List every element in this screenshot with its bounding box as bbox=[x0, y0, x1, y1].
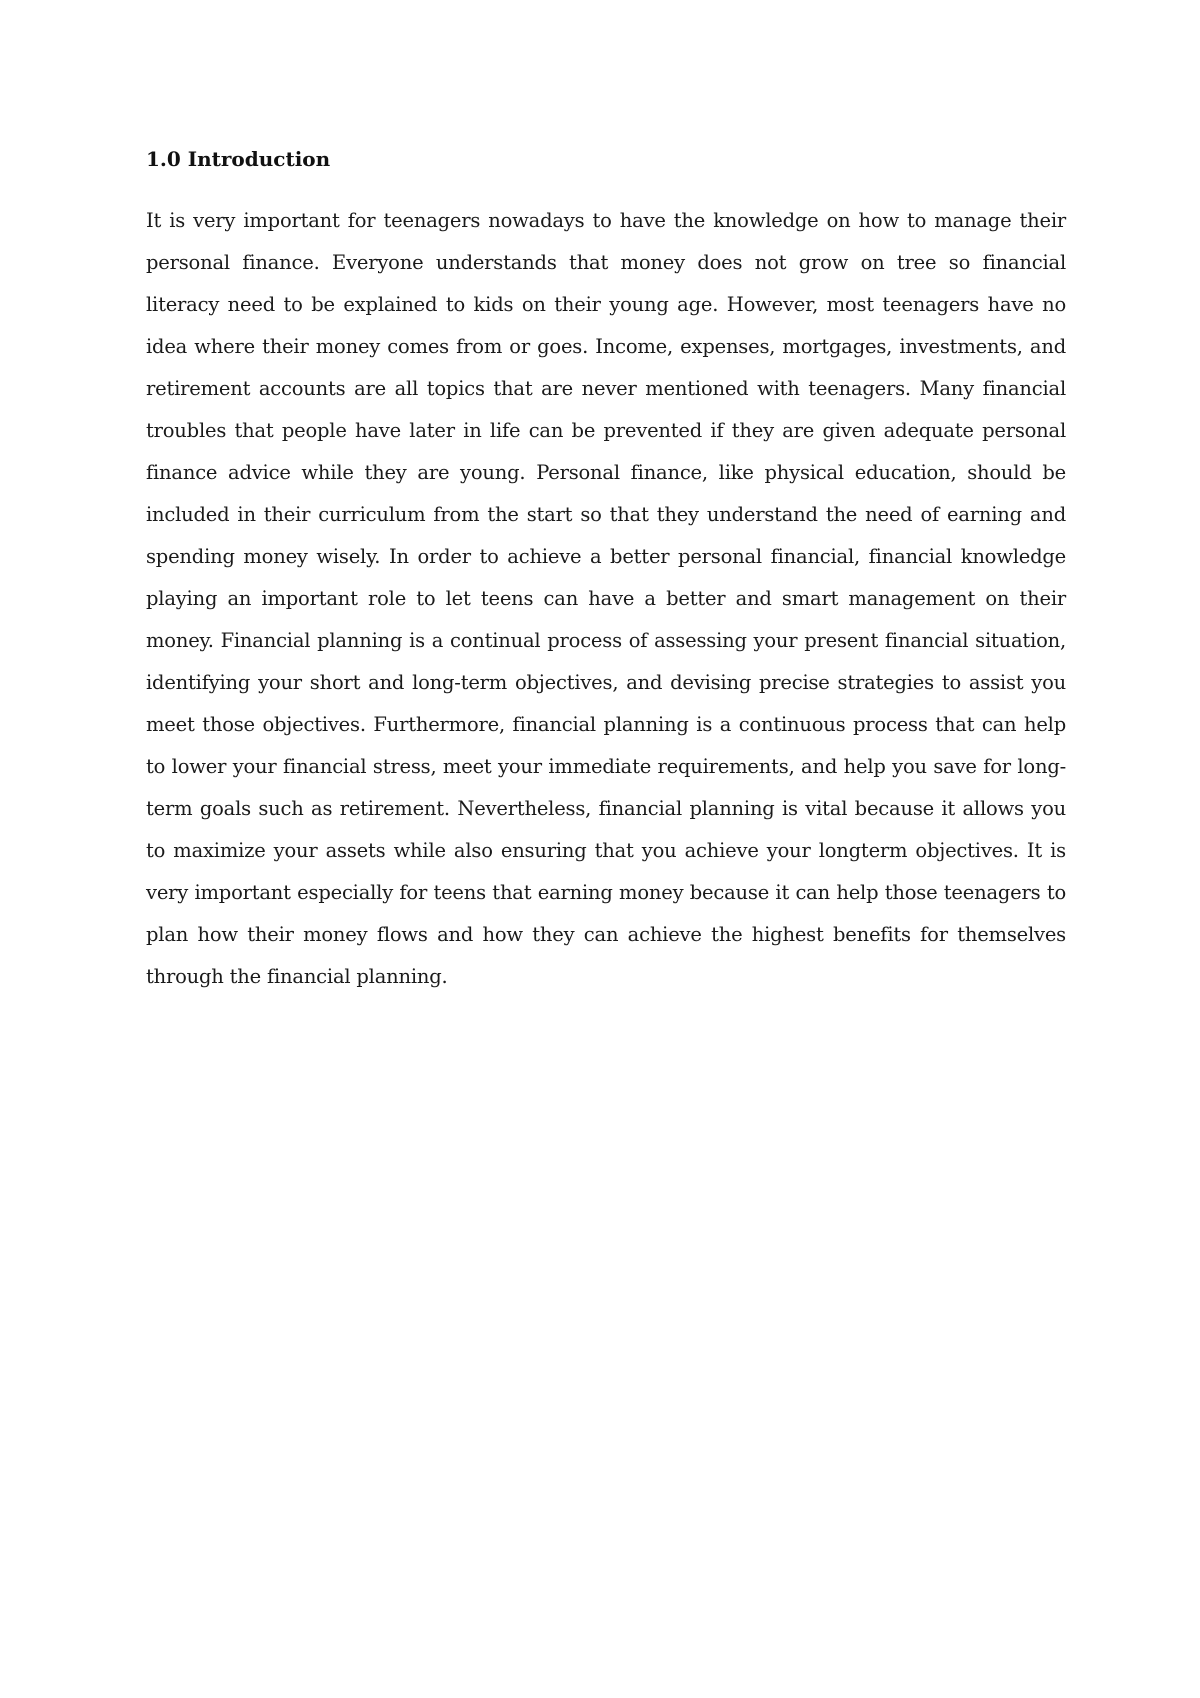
body-paragraph: It is very important for teenagers nowadays to have the knowledge on how to manage their personal finance. Everyone understands that money does not grow on tree so financial literacy need to be explained to kids on their young age. However, most teenagers have no idea where their money comes from or goes. Income, expenses, mortgages, investments, and retirement accounts are all topics that are never mentioned with teenagers. Many financial troubles that people have later in life can be prevented if they are given adequate personal finance advice while they are young. Personal finance, like physical education, should be included in their curriculum from the start so that they understand the need of earning and spending money wisely. In order to achieve a better personal financial, financial knowledge playing an important role to let teens can have a better and smart management on their money. Financial planning is a continual process of assessing your present financial situation, identifying your short and long-term objectives, and devising precise strategies to assist you meet those objectives. Furthermore, financial planning is a continuous process that can help to lower your financial stress, meet your immediate requirements, and help you save for long-term goals such as retirement. Nevertheless, financial planning is vital because it allows you to maximize your assets while also ensuring that you achieve your longterm objectives. It is very important especially for teens that earning money because it can help those teenagers to plan how their money flows and how they can achieve the highest benefits for themselves through the financial planning. bbox=[146, 209, 1066, 988]
section-heading: 1.0 Introduction bbox=[146, 147, 331, 171]
page-content bbox=[146, 146, 1066, 998]
